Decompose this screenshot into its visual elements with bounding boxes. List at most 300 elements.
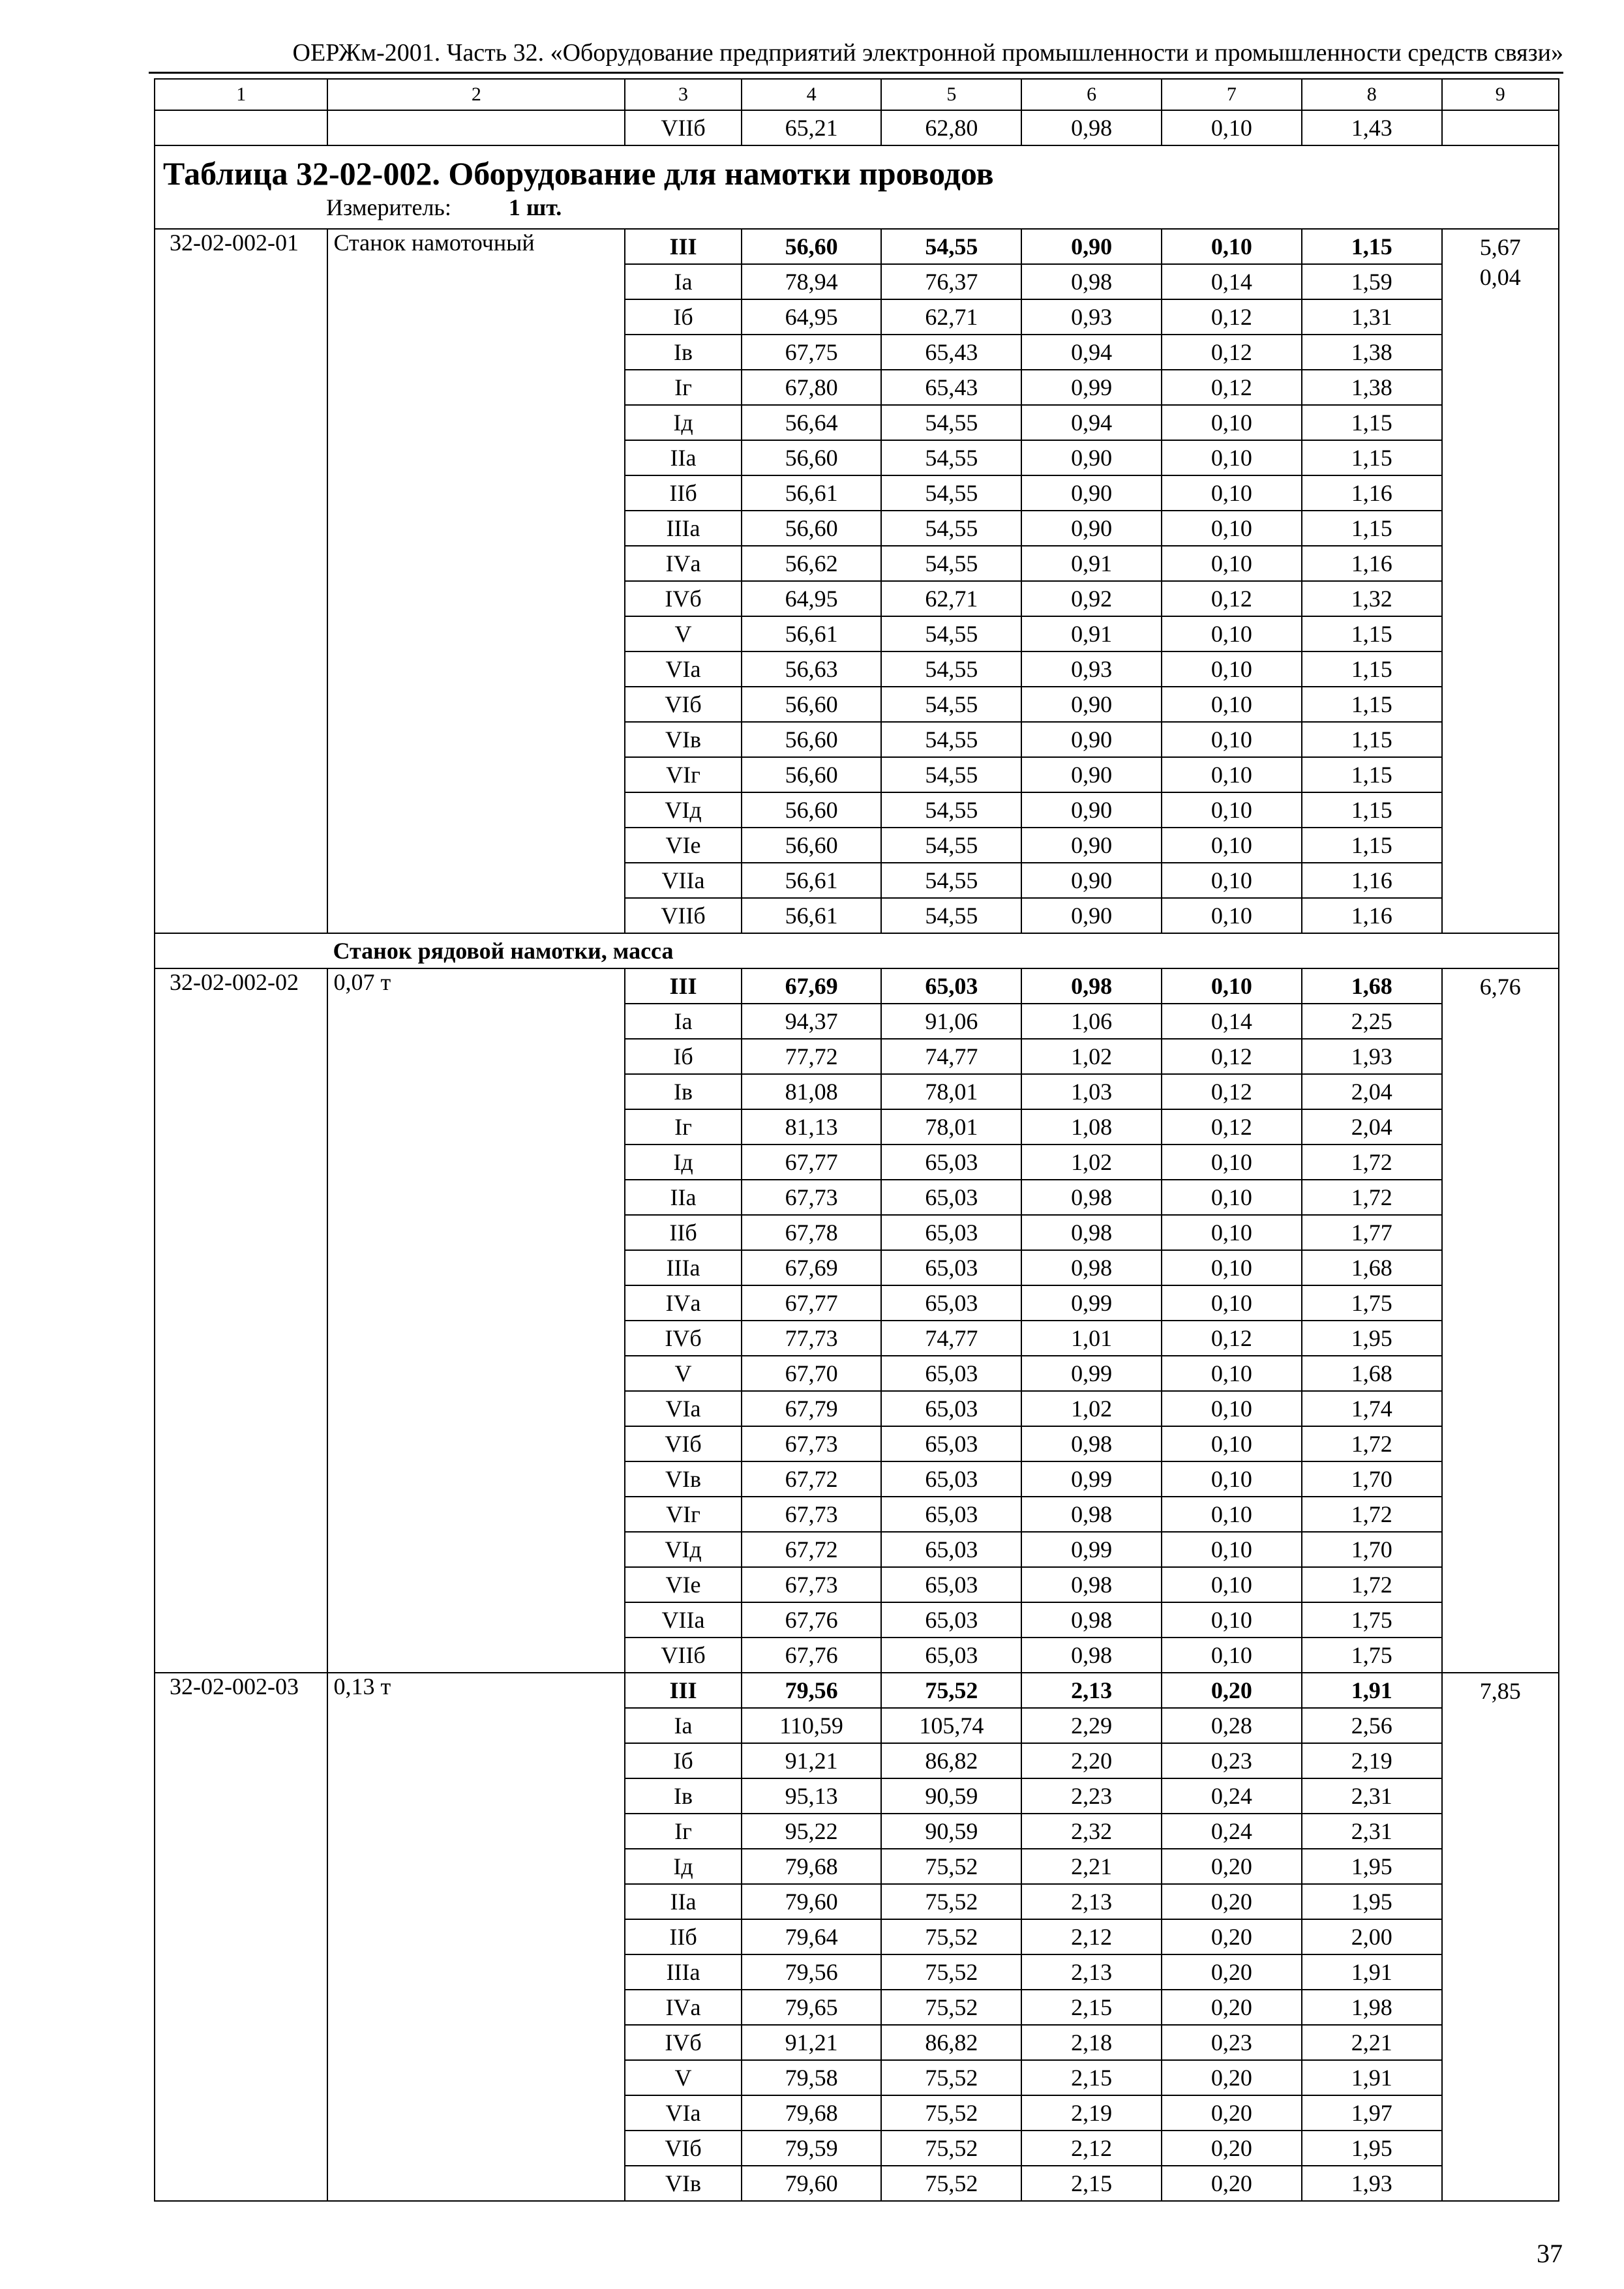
value-cell: 110,59 — [742, 1708, 882, 1743]
column-number-row — [155, 79, 1559, 110]
col9-value — [1442, 1708, 1559, 2201]
value-cell: 0,90 — [1021, 475, 1162, 511]
region-cell: VIе — [625, 828, 741, 863]
value-cell: 0,24 — [1162, 1778, 1302, 1814]
rates-table-container — [154, 78, 1559, 2202]
value-cell: 79,56 — [742, 1673, 882, 1708]
value-cell: 2,13 — [1021, 1954, 1162, 1990]
value-cell: 2,19 — [1021, 2095, 1162, 2131]
value-cell: 1,02 — [1021, 1391, 1162, 1426]
value-cell: 79,58 — [742, 2060, 882, 2095]
value-cell: 67,69 — [742, 968, 882, 1004]
equipment-name: 0,13 т — [327, 1673, 625, 2201]
value-cell: 75,52 — [881, 1954, 1021, 1990]
region-cell: IIб — [625, 1215, 741, 1250]
value-cell: 0,10 — [1162, 1180, 1302, 1215]
value-cell: 1,38 — [1302, 370, 1442, 405]
value-cell: 54,55 — [881, 722, 1021, 757]
value-cell: 0,99 — [1021, 1532, 1162, 1567]
value-cell: 0,10 — [1162, 1461, 1302, 1497]
value-cell: 54,55 — [881, 616, 1021, 651]
value-cell: 67,73 — [742, 1180, 882, 1215]
region-cell: IVб — [625, 581, 741, 616]
value-cell: 0,10 — [1162, 1391, 1302, 1426]
value-cell: 2,31 — [1302, 1778, 1442, 1814]
value-cell: 77,72 — [742, 1039, 882, 1074]
value-cell: 95,22 — [742, 1814, 882, 1849]
value-cell: 75,52 — [881, 1884, 1021, 1919]
region-cell: IIIа — [625, 511, 741, 546]
value-cell: 1,15 — [1302, 687, 1442, 722]
value-cell: 67,72 — [742, 1532, 882, 1567]
region-cell: VIв — [625, 2166, 741, 2201]
value-cell: 62,71 — [881, 581, 1021, 616]
value-cell: 0,10 — [1162, 757, 1302, 792]
value-cell: 1,72 — [1302, 1497, 1442, 1532]
value-cell: 0,98 — [1021, 1567, 1162, 1602]
value-cell: 1,91 — [1302, 2060, 1442, 2095]
region-cell: VIг — [625, 757, 741, 792]
value-cell: 91,21 — [742, 2025, 882, 2060]
value-cell: 2,13 — [1021, 1673, 1162, 1708]
value-cell: 65,03 — [881, 1144, 1021, 1180]
value-cell: 0,12 — [1162, 1321, 1302, 1356]
table-row — [155, 229, 1559, 264]
value-cell: 65,43 — [881, 335, 1021, 370]
region-cell: Iб — [625, 1039, 741, 1074]
value-cell: 65,03 — [881, 1497, 1021, 1532]
region-cell: Iа — [625, 1004, 741, 1039]
value-cell: 1,16 — [1302, 475, 1442, 511]
region-cell: IVа — [625, 1990, 741, 2025]
value-cell: 90,59 — [881, 1814, 1021, 1849]
value-cell: 0,10 — [1162, 511, 1302, 546]
value-cell: 2,56 — [1302, 1708, 1442, 1743]
value-cell: 0,10 — [1162, 440, 1302, 475]
column-number: 2 — [327, 79, 625, 110]
value-cell: 0,10 — [1162, 828, 1302, 863]
value-cell: 0,12 — [1162, 1109, 1302, 1144]
rate-code: 32-02-002-01 — [155, 229, 327, 933]
column-number: 4 — [742, 79, 882, 110]
region-cell: VIа — [625, 2095, 741, 2131]
value-cell: 0,14 — [1162, 1004, 1302, 1039]
value-cell: 0,98 — [1021, 264, 1162, 299]
value-cell: 67,75 — [742, 335, 882, 370]
region-cell: IIа — [625, 440, 741, 475]
value-cell: 0,90 — [1021, 828, 1162, 863]
value-cell: 0,90 — [1021, 792, 1162, 828]
region-cell: Iд — [625, 405, 741, 440]
region-cell: Iб — [625, 299, 741, 335]
value-cell: 2,12 — [1021, 1919, 1162, 1954]
col9-value — [1442, 1004, 1559, 1673]
value-cell: 1,68 — [1302, 1250, 1442, 1285]
region-cell: IIIа — [625, 1954, 741, 1990]
value-cell: 0,99 — [1021, 1461, 1162, 1497]
value-cell: 0,93 — [1021, 299, 1162, 335]
value-cell: 74,77 — [881, 1321, 1021, 1356]
value-cell: 2,04 — [1302, 1074, 1442, 1109]
value-cell: 79,56 — [742, 1954, 882, 1990]
col9-value: 5,67 — [1442, 229, 1559, 264]
value-cell: 0,10 — [1162, 1532, 1302, 1567]
value-cell: 1,72 — [1302, 1144, 1442, 1180]
region-cell: IVа — [625, 546, 741, 581]
value-cell: 0,90 — [1021, 687, 1162, 722]
value-cell: 0,20 — [1162, 1954, 1302, 1990]
value-cell: 1,15 — [1302, 651, 1442, 687]
value-cell: 79,68 — [742, 2095, 882, 2131]
value-cell: 1,68 — [1302, 968, 1442, 1004]
value-cell: 76,37 — [881, 264, 1021, 299]
value-cell: 81,08 — [742, 1074, 882, 1109]
value-cell: 65,03 — [881, 1356, 1021, 1391]
value-cell: 0,20 — [1162, 1673, 1302, 1708]
value-cell: 0,98 — [1021, 1638, 1162, 1673]
value-cell: 54,55 — [881, 475, 1021, 511]
value-cell: 0,98 — [1021, 968, 1162, 1004]
region-cell: IVб — [625, 1321, 741, 1356]
value-cell: 0,10 — [1162, 651, 1302, 687]
value-cell: 65,03 — [881, 1180, 1021, 1215]
value-cell: 67,80 — [742, 370, 882, 405]
value-cell: 67,73 — [742, 1497, 882, 1532]
value-cell: 65,03 — [881, 1602, 1021, 1638]
region-cell: VIб — [625, 2131, 741, 2166]
value-cell: 2,29 — [1021, 1708, 1162, 1743]
value-cell: 1,08 — [1021, 1109, 1162, 1144]
value-cell: 0,93 — [1021, 651, 1162, 687]
value-cell: 2,31 — [1302, 1814, 1442, 1849]
value-cell: 1,98 — [1302, 1990, 1442, 2025]
value-cell: 0,90 — [1021, 898, 1162, 933]
value-cell: 0,10 — [1162, 1144, 1302, 1180]
rates-table — [154, 78, 1559, 2202]
value-cell: 0,20 — [1162, 1849, 1302, 1884]
value-cell: 0,24 — [1162, 1814, 1302, 1849]
region-cell: IIа — [625, 1180, 741, 1215]
region-cell: VIб — [625, 1426, 741, 1461]
value-cell: 65,03 — [881, 1426, 1021, 1461]
value-cell: 79,59 — [742, 2131, 882, 2166]
value-cell: 0,12 — [1162, 1074, 1302, 1109]
value-cell: 0,98 — [1021, 1250, 1162, 1285]
value-cell: 67,72 — [742, 1461, 882, 1497]
value-cell: 2,00 — [1302, 1919, 1442, 1954]
value-cell: 2,23 — [1021, 1778, 1162, 1814]
value-cell: 54,55 — [881, 511, 1021, 546]
value-cell: 0,10 — [1162, 1638, 1302, 1673]
value-cell: 56,60 — [742, 828, 882, 863]
value-cell: 75,52 — [881, 2060, 1021, 2095]
region-cell: VIа — [625, 1391, 741, 1426]
value-cell: 78,01 — [881, 1074, 1021, 1109]
value-cell: 0,10 — [1162, 863, 1302, 898]
value-cell: 75,52 — [881, 2095, 1021, 2131]
table-cell — [1442, 110, 1559, 145]
value-cell: 56,62 — [742, 546, 882, 581]
value-cell: 1,01 — [1021, 1321, 1162, 1356]
table-title: Таблица 32-02-002. Оборудование для намотки проводов — [163, 155, 994, 192]
value-cell: 0,90 — [1021, 863, 1162, 898]
value-cell: 1,93 — [1302, 1039, 1442, 1074]
value-cell: 65,43 — [881, 370, 1021, 405]
region-cell: IIIа — [625, 1250, 741, 1285]
value-cell: 62,71 — [881, 299, 1021, 335]
value-cell: 0,94 — [1021, 405, 1162, 440]
region-cell: III — [625, 1673, 741, 1708]
value-cell: 0,23 — [1162, 2025, 1302, 2060]
value-cell: 54,55 — [881, 687, 1021, 722]
value-cell: 0,12 — [1162, 1039, 1302, 1074]
value-cell: 67,78 — [742, 1215, 882, 1250]
value-cell: 1,02 — [1021, 1039, 1162, 1074]
col9-value: 7,85 — [1442, 1673, 1559, 1708]
region-cell: III — [625, 968, 741, 1004]
value-cell: 62,80 — [881, 110, 1021, 145]
value-cell: 0,99 — [1021, 370, 1162, 405]
value-cell: 0,20 — [1162, 2095, 1302, 2131]
value-cell: 0,10 — [1162, 968, 1302, 1004]
equipment-name: Станок намоточный — [327, 229, 625, 933]
region-cell: IVа — [625, 1285, 741, 1321]
value-cell: 2,12 — [1021, 2131, 1162, 2166]
value-cell: 2,20 — [1021, 1743, 1162, 1778]
value-cell: 67,79 — [742, 1391, 882, 1426]
value-cell: 1,02 — [1021, 1144, 1162, 1180]
value-cell: 0,91 — [1021, 616, 1162, 651]
value-cell: 79,64 — [742, 1919, 882, 1954]
table-row — [155, 968, 1559, 1004]
value-cell: 1,16 — [1302, 898, 1442, 933]
value-cell: 0,10 — [1162, 898, 1302, 933]
value-cell: 54,55 — [881, 405, 1021, 440]
value-cell: 0,10 — [1162, 546, 1302, 581]
value-cell: 1,93 — [1302, 2166, 1442, 2201]
value-cell: 105,74 — [881, 1708, 1021, 1743]
value-cell: 0,10 — [1162, 1215, 1302, 1250]
value-cell: 65,03 — [881, 1532, 1021, 1567]
value-cell: 0,98 — [1021, 1426, 1162, 1461]
value-cell: 2,18 — [1021, 2025, 1162, 2060]
value-cell: 54,55 — [881, 757, 1021, 792]
value-cell: 56,63 — [742, 651, 882, 687]
subheading-row — [155, 933, 1559, 968]
value-cell: 67,76 — [742, 1602, 882, 1638]
value-cell: 2,21 — [1302, 2025, 1442, 2060]
region-cell: VIIб — [625, 1638, 741, 1673]
value-cell: 0,10 — [1162, 792, 1302, 828]
value-cell: 75,52 — [881, 1673, 1021, 1708]
value-cell: 75,52 — [881, 2166, 1021, 2201]
region-cell: V — [625, 2060, 741, 2095]
region-cell: IIб — [625, 475, 741, 511]
value-cell: 0,10 — [1162, 475, 1302, 511]
value-cell: 0,10 — [1162, 405, 1302, 440]
value-cell: 56,60 — [742, 440, 882, 475]
column-number: 1 — [155, 79, 327, 110]
value-cell: 2,19 — [1302, 1743, 1442, 1778]
value-cell: 56,61 — [742, 863, 882, 898]
table-cell — [155, 110, 327, 145]
value-cell: 67,77 — [742, 1144, 882, 1180]
value-cell: 65,03 — [881, 1285, 1021, 1321]
region-cell: Iг — [625, 370, 741, 405]
value-cell: 2,21 — [1021, 1849, 1162, 1884]
value-cell: 0,90 — [1021, 722, 1162, 757]
column-number: 9 — [1442, 79, 1559, 110]
value-cell: 67,73 — [742, 1426, 882, 1461]
measure-label: Измеритель: — [326, 194, 451, 220]
region-cell: Iд — [625, 1849, 741, 1884]
region-cell: Iд — [625, 1144, 741, 1180]
region-cell: VIе — [625, 1567, 741, 1602]
value-cell: 54,55 — [881, 651, 1021, 687]
value-cell: 0,92 — [1021, 581, 1162, 616]
value-cell: 78,94 — [742, 264, 882, 299]
value-cell: 0,12 — [1162, 299, 1302, 335]
value-cell: 56,60 — [742, 229, 882, 264]
value-cell: 1,75 — [1302, 1638, 1442, 1673]
value-cell: 2,04 — [1302, 1109, 1442, 1144]
value-cell: 86,82 — [881, 1743, 1021, 1778]
value-cell: 1,68 — [1302, 1356, 1442, 1391]
value-cell: 1,31 — [1302, 299, 1442, 335]
value-cell: 0,10 — [1162, 687, 1302, 722]
value-cell: 65,03 — [881, 1250, 1021, 1285]
value-cell: 1,43 — [1302, 110, 1442, 145]
subheading: Станок рядовой намотки, масса — [327, 933, 1559, 968]
value-cell: 56,64 — [742, 405, 882, 440]
region-cell: Iв — [625, 1778, 741, 1814]
value-cell: 56,60 — [742, 687, 882, 722]
value-cell: 1,15 — [1302, 722, 1442, 757]
value-cell: 1,95 — [1302, 1884, 1442, 1919]
value-cell: 2,32 — [1021, 1814, 1162, 1849]
value-cell: 75,52 — [881, 2131, 1021, 2166]
value-cell: 86,82 — [881, 2025, 1021, 2060]
col9-value: 6,76 — [1442, 968, 1559, 1004]
value-cell: 0,10 — [1162, 1497, 1302, 1532]
value-cell: 1,70 — [1302, 1461, 1442, 1497]
table-title-row — [155, 145, 1559, 229]
value-cell: 1,72 — [1302, 1180, 1442, 1215]
value-cell: 54,55 — [881, 898, 1021, 933]
value-cell: 1,72 — [1302, 1426, 1442, 1461]
value-cell: 0,90 — [1021, 511, 1162, 546]
value-cell: 56,61 — [742, 898, 882, 933]
value-cell: 0,10 — [1162, 1250, 1302, 1285]
value-cell: 0,10 — [1162, 1285, 1302, 1321]
value-cell: 0,98 — [1021, 110, 1162, 145]
value-cell: 0,91 — [1021, 546, 1162, 581]
measure-unit: 1 шт. — [508, 194, 562, 220]
value-cell: 54,55 — [881, 546, 1021, 581]
value-cell: 90,59 — [881, 1778, 1021, 1814]
col9-value: 0,04 — [1442, 264, 1559, 933]
value-cell: 94,37 — [742, 1004, 882, 1039]
region-cell: IIб — [625, 1919, 741, 1954]
value-cell: 0,20 — [1162, 1919, 1302, 1954]
value-cell: 67,77 — [742, 1285, 882, 1321]
region-cell: V — [625, 616, 741, 651]
value-cell: 78,01 — [881, 1109, 1021, 1144]
value-cell: 1,91 — [1302, 1954, 1442, 1990]
page-number: 37 — [1537, 2239, 1563, 2268]
region-cell: VIIа — [625, 1602, 741, 1638]
table-title-cell — [155, 145, 1559, 229]
value-cell: 2,25 — [1302, 1004, 1442, 1039]
value-cell: 54,55 — [881, 440, 1021, 475]
measure-line — [163, 194, 1550, 221]
value-cell: 1,95 — [1302, 1849, 1442, 1884]
region-cell: Iв — [625, 1074, 741, 1109]
region-cell: VIб — [625, 687, 741, 722]
value-cell: 65,03 — [881, 1215, 1021, 1250]
continued-row — [155, 110, 1559, 145]
value-cell: 1,06 — [1021, 1004, 1162, 1039]
value-cell: 0,98 — [1021, 1497, 1162, 1532]
value-cell: 91,21 — [742, 1743, 882, 1778]
region-cell: Iг — [625, 1814, 741, 1849]
page-header: ОЕРЖм-2001. Часть 32. «Оборудование предприятий электронной промышленности и промышленности средств связи» — [292, 39, 1563, 67]
value-cell: 95,13 — [742, 1778, 882, 1814]
column-number: 8 — [1302, 79, 1442, 110]
region-cell: Iв — [625, 335, 741, 370]
value-cell: 1,38 — [1302, 335, 1442, 370]
value-cell: 1,03 — [1021, 1074, 1162, 1109]
value-cell: 67,76 — [742, 1638, 882, 1673]
column-number: 3 — [625, 79, 741, 110]
value-cell: 0,98 — [1021, 1215, 1162, 1250]
value-cell: 2,13 — [1021, 1884, 1162, 1919]
value-cell: 0,90 — [1021, 757, 1162, 792]
value-cell: 67,69 — [742, 1250, 882, 1285]
value-cell: 1,75 — [1302, 1602, 1442, 1638]
value-cell: 0,14 — [1162, 264, 1302, 299]
value-cell: 65,21 — [742, 110, 882, 145]
value-cell: 54,55 — [881, 828, 1021, 863]
value-cell: 0,10 — [1162, 229, 1302, 264]
region-cell: IVб — [625, 2025, 741, 2060]
region-cell: Iа — [625, 264, 741, 299]
region-cell: Iб — [625, 1743, 741, 1778]
value-cell: 54,55 — [881, 229, 1021, 264]
value-cell: 1,77 — [1302, 1215, 1442, 1250]
value-cell: 56,60 — [742, 511, 882, 546]
region-cell: Iа — [625, 1708, 741, 1743]
region-cell: VIв — [625, 722, 741, 757]
value-cell: 1,15 — [1302, 405, 1442, 440]
value-cell: 1,15 — [1302, 511, 1442, 546]
value-cell: 0,90 — [1021, 229, 1162, 264]
value-cell: 1,16 — [1302, 863, 1442, 898]
value-cell: 75,52 — [881, 1849, 1021, 1884]
header-rule — [149, 72, 1563, 74]
value-cell: 0,10 — [1162, 1426, 1302, 1461]
region-cell: VIIб — [625, 898, 741, 933]
value-cell: 79,60 — [742, 2166, 882, 2201]
table-cell — [327, 110, 625, 145]
equipment-name: 0,07 т — [327, 968, 625, 1673]
value-cell: 1,70 — [1302, 1532, 1442, 1567]
value-cell: 0,20 — [1162, 2166, 1302, 2201]
value-cell: 0,99 — [1021, 1356, 1162, 1391]
value-cell: 56,61 — [742, 616, 882, 651]
value-cell: 1,95 — [1302, 1321, 1442, 1356]
table-row — [155, 1673, 1559, 1708]
